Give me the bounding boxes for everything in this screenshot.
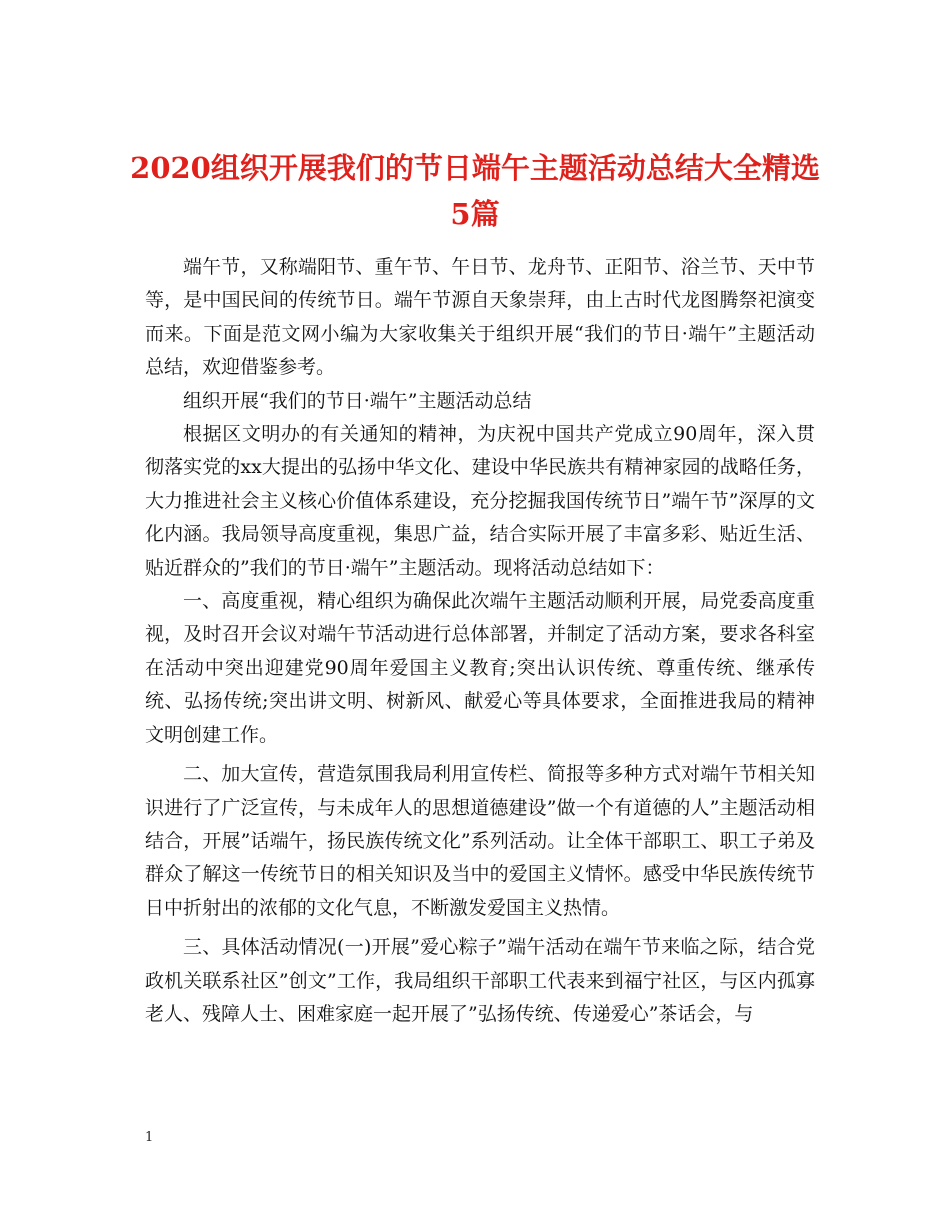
paragraph-intro: 端午节，又称端阳节、重午节、午日节、龙舟节、正阳节、浴兰节、天中节等，是中国民间的传统节日。端午节源自天象崇拜，由上古时代龙图腾祭祀演变而来。下面是范文网小编为大家收集关于组织开展“我们的节日·端午”主题活动总结，欢迎借鉴参考。 [145,256,815,379]
document-body [145,251,815,1031]
title-line-2: 5篇 [450,197,500,232]
paragraph-section-1: 一、高度重视，精心组织为确保此次端午主题活动顺利开展，局党委高度重视，及时召开会议对端午节活动进行总体部署，并制定了活动方案，要求各科室在活动中突出迎建党90周年爱国主义教育;突出认识传统、尊重传统、继承传统、弘扬传统;突出讲文明、树新风、献爱心等具体要求，全面推进我局的精神文明创建工作。 [145,590,815,746]
page-number: 1 [145,1130,154,1145]
paragraph-heading: 组织开展“我们的节日·端午”主题活动总结 [183,389,532,412]
paragraph-section-3: 三、具体活动情况(一)开展”爱心粽子”端午活动在端午节来临之际，结合党政机关联系社区”创文”工作，我局组织干部职工代表来到福宁社区，与区内孤寡老人、残障人士、困难家庭一起开展了”弘扬传统、传递爱心”茶话会，与 [145,936,815,1025]
document-title [120,145,830,237]
paragraph-section-2: 二、加大宣传，营造氛围我局利用宣传栏、简报等多种方式对端午节相关知识进行了广泛宣传，与未成年人的思想道德建设”做一个有道德的人”主题活动相结合，开展”话端午，扬民族传统文化”系列活动。让全体干部职工、职工子弟及群众了解这一传统节日的相关知识及当中的爱国主义情怀。感受中华民族传统节日中折射出的浓郁的文化气息，不断激发爱国主义热情。 [145,763,815,919]
title-line-1: 2020组织开展我们的节日端午主题活动总结大全精选 [130,151,820,186]
paragraph-background: 根据区文明办的有关通知的精神，为庆祝中国共产党成立90周年，深入贯彻落实党的xx大提出的弘扬中华文化、建设中华民族共有精神家园的战略任务，大力推进社会主义核心价值体系建设，充分挖掘我国传统节日”端午节”深厚的文化内涵。我局领导高度重视，集思广益，结合实际开展了丰富多彩、贴近生活、贴近群众的”我们的节日·端午”主题活动。现将活动总结如下： [145,423,815,579]
